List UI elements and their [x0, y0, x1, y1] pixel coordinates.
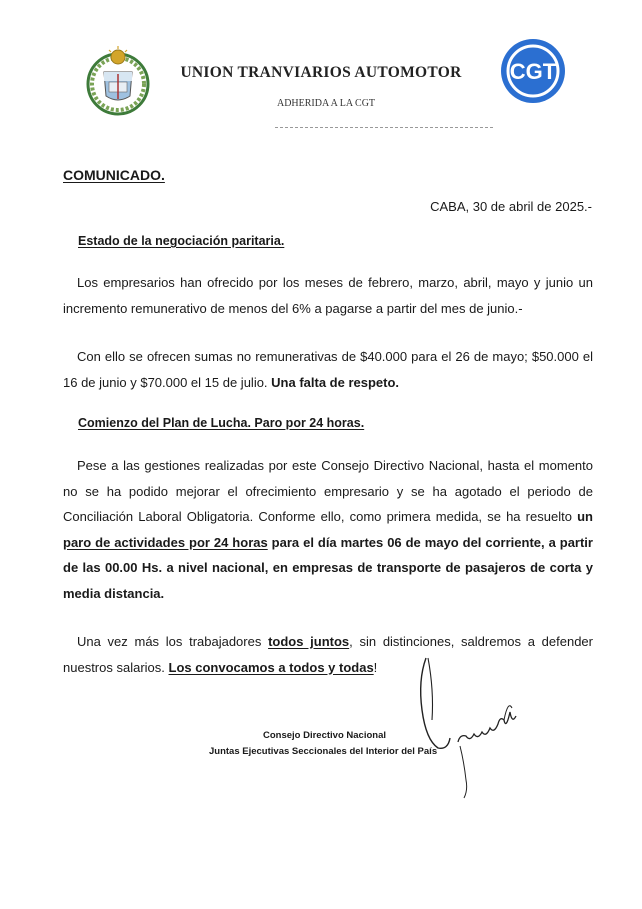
- signatory-line-2: Juntas Ejecutivas Seccionales del Interior del País: [209, 746, 438, 757]
- paragraph-sums: [63, 344, 593, 395]
- section-heading-strike: Comienzo del Plan de Lucha. Paro por 24 horas.: [78, 416, 365, 430]
- paragraph-strike: [63, 453, 593, 606]
- section-heading-negotiation: Estado de la negociación paritaria.: [78, 234, 285, 248]
- document-type-label: COMUNICADO.: [63, 167, 165, 183]
- paragraph-sums-emphasis: Una falta de respeto.: [271, 374, 400, 390]
- document-date: CABA, 30 de abril de 2025.-: [430, 199, 592, 214]
- call-text-a: Una vez más los trabajadores: [77, 634, 262, 649]
- call-bold-underlined-2: Los convocamos a todos y todas: [168, 659, 374, 675]
- header-divider: [275, 127, 493, 128]
- paragraph-offer: Los empresarios han ofrecido por los meses de febrero, marzo, abril, mayo y junio un incremento remunerativo de menos del 6% a pagarse a partir del mes de junio.-: [63, 275, 593, 316]
- cgt-logo: [500, 38, 566, 104]
- paragraph-sums-text: Con ello se ofrecen sumas no remunerativas de $40.000 para el 26 de mayo; $50.000 el 16 de junio y $70.000 el 15 de julio.: [63, 349, 593, 390]
- paragraph-strike-text: Pese a las gestiones realizadas por este Consejo Directivo Nacional, hasta el momento no se ha podido mejorar el ofrecimiento empresario y se ha agotado el periodo de Conciliación Laboral Obligatoria. Conforme ello, como primera medida, se ha resuelto: [63, 458, 593, 524]
- call-text-c: !: [373, 659, 378, 675]
- strike-bold-b: para el día martes 06 de mayo del corriente, a partir de las 00.00 Hs. a nivel nacional, en empresas de transporte de pasajeros de corta y media distancia.: [63, 534, 593, 601]
- org-name: UNION TRANVIARIOS AUTOMOTOR: [180, 64, 462, 81]
- handwritten-signature: [408, 650, 528, 805]
- strike-bold-underlined: paro de actividades por 24 horas: [63, 534, 268, 550]
- call-bold-underlined-1: todos juntos: [268, 634, 350, 649]
- strike-bold-a: un: [577, 509, 593, 524]
- affiliation-text: ADHERIDA A LA CGT: [276, 98, 376, 109]
- call-text-b: , sin distinciones, saldremos a defender nuestros salarios.: [63, 634, 593, 675]
- cgt-logo-text: CGT: [509, 59, 557, 84]
- signatory-line-1: Consejo Directivo Nacional: [263, 730, 387, 741]
